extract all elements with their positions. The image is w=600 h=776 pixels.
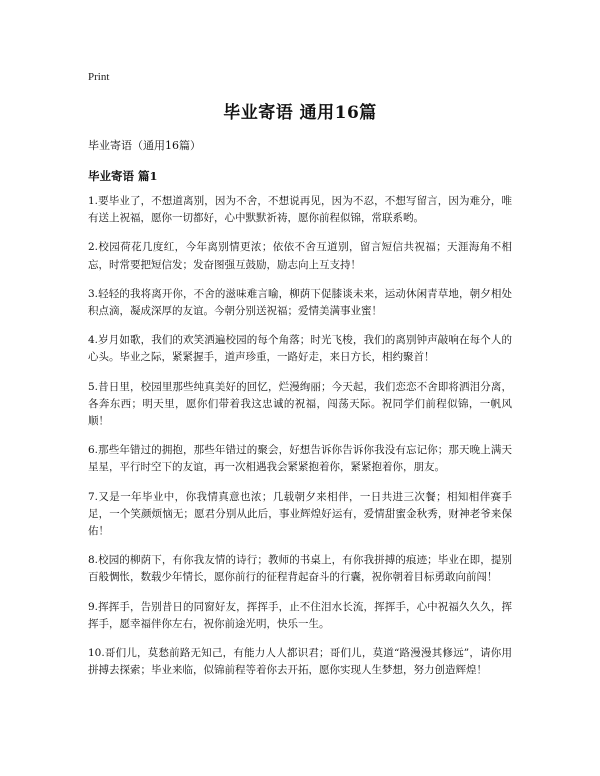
page-title: 毕业寄语 通用16篇 xyxy=(223,103,377,123)
section-heading: 毕业寄语 篇1 xyxy=(88,169,158,183)
entry-paragraph: 1.要毕业了，不想道离别，因为不舍，不想说再见，因为不忍，不想写留言，因为难分，唯有送上祝福，愿你一切都好，心中默默祈祷，愿你前程似锦，常联系哟。 xyxy=(88,195,512,225)
entry-paragraph: 7.又是一年毕业中，你我情真意也浓；几载朝夕来相伴，一日共进三次餐；相知相伴赛手足，一个笑颜烦恼无；愿君分别从此后，事业辉煌好运有，爱情甜蜜金秋秀，财神老爷来保佑！ xyxy=(88,490,512,538)
entry-list xyxy=(88,193,512,679)
entry-paragraph: 8.校园的柳荫下，有你我友情的诗行；教师的书桌上，有你我拼搏的痕迹；毕业在即，提别百般惆怅，数载少年情长，愿你前行的征程背起奋斗的行囊，祝你朝着目标勇敢向前闯！ xyxy=(88,554,512,584)
entry-paragraph: 2.校园荷花几度红，今年离别情更浓；依依不舍互道别，留言短信共祝福；天涯海角不相忘，时常要把短信发；发奋图强互鼓励，励志向上互支持！ xyxy=(88,241,512,271)
entry-paragraph: 3.轻轻的我将离开你，不舍的滋味难言喻，柳荫下促膝谈未来，运动休闲青草地，朝夕相处积点滴，凝成深厚的友谊。今朝分别送祝福；爱情美满事业蜜！ xyxy=(88,287,512,318)
entry-paragraph: 9.挥挥手，告别昔日的同窗好友，挥挥手，止不住泪水长流，挥挥手，心中祝福久久久，挥挥手，愿幸福伴你左右，祝你前途光明，快乐一生。 xyxy=(88,600,512,630)
entry-paragraph: 4.岁月如歌，我们的欢笑洒遍校园的每个角落；时光飞梭，我们的离别钟声敲响在每个人的心头。毕业之际，紧紧握手，道声珍重，一路好走，来日方长，相约聚首！ xyxy=(88,334,512,364)
document-subtitle: 毕业寄语（通用16篇） xyxy=(88,139,201,152)
entry-paragraph: 6.那些年错过的拥抱，那些年错过的聚会，好想告诉你告诉你我没有忘记你；那天晚上满天星星，平行时空下的友谊，再一次相遇我会紧紧抱着你，紧紧抱着你，朋友。 xyxy=(88,444,512,474)
entry-paragraph: 5.昔日里，校园里那些纯真美好的回忆，烂漫绚丽；今天起，我们恋恋不舍即将洒泪分离，各奔东西；明天里，愿你们带着我这忠诚的祝福，闯荡天际。祝同学们前程似锦，一帆风顺！ xyxy=(88,380,512,428)
entry-paragraph: 10.哥们儿，莫愁前路无知己，有能力人人都识君；哥们儿，莫道“路漫漫其修远”，请你用拼搏去探索；毕业来临，似锦前程等着你去开拓，愿你实现人生梦想，努力创造辉煌！ xyxy=(88,647,512,677)
print-link[interactable]: Print xyxy=(88,71,110,83)
